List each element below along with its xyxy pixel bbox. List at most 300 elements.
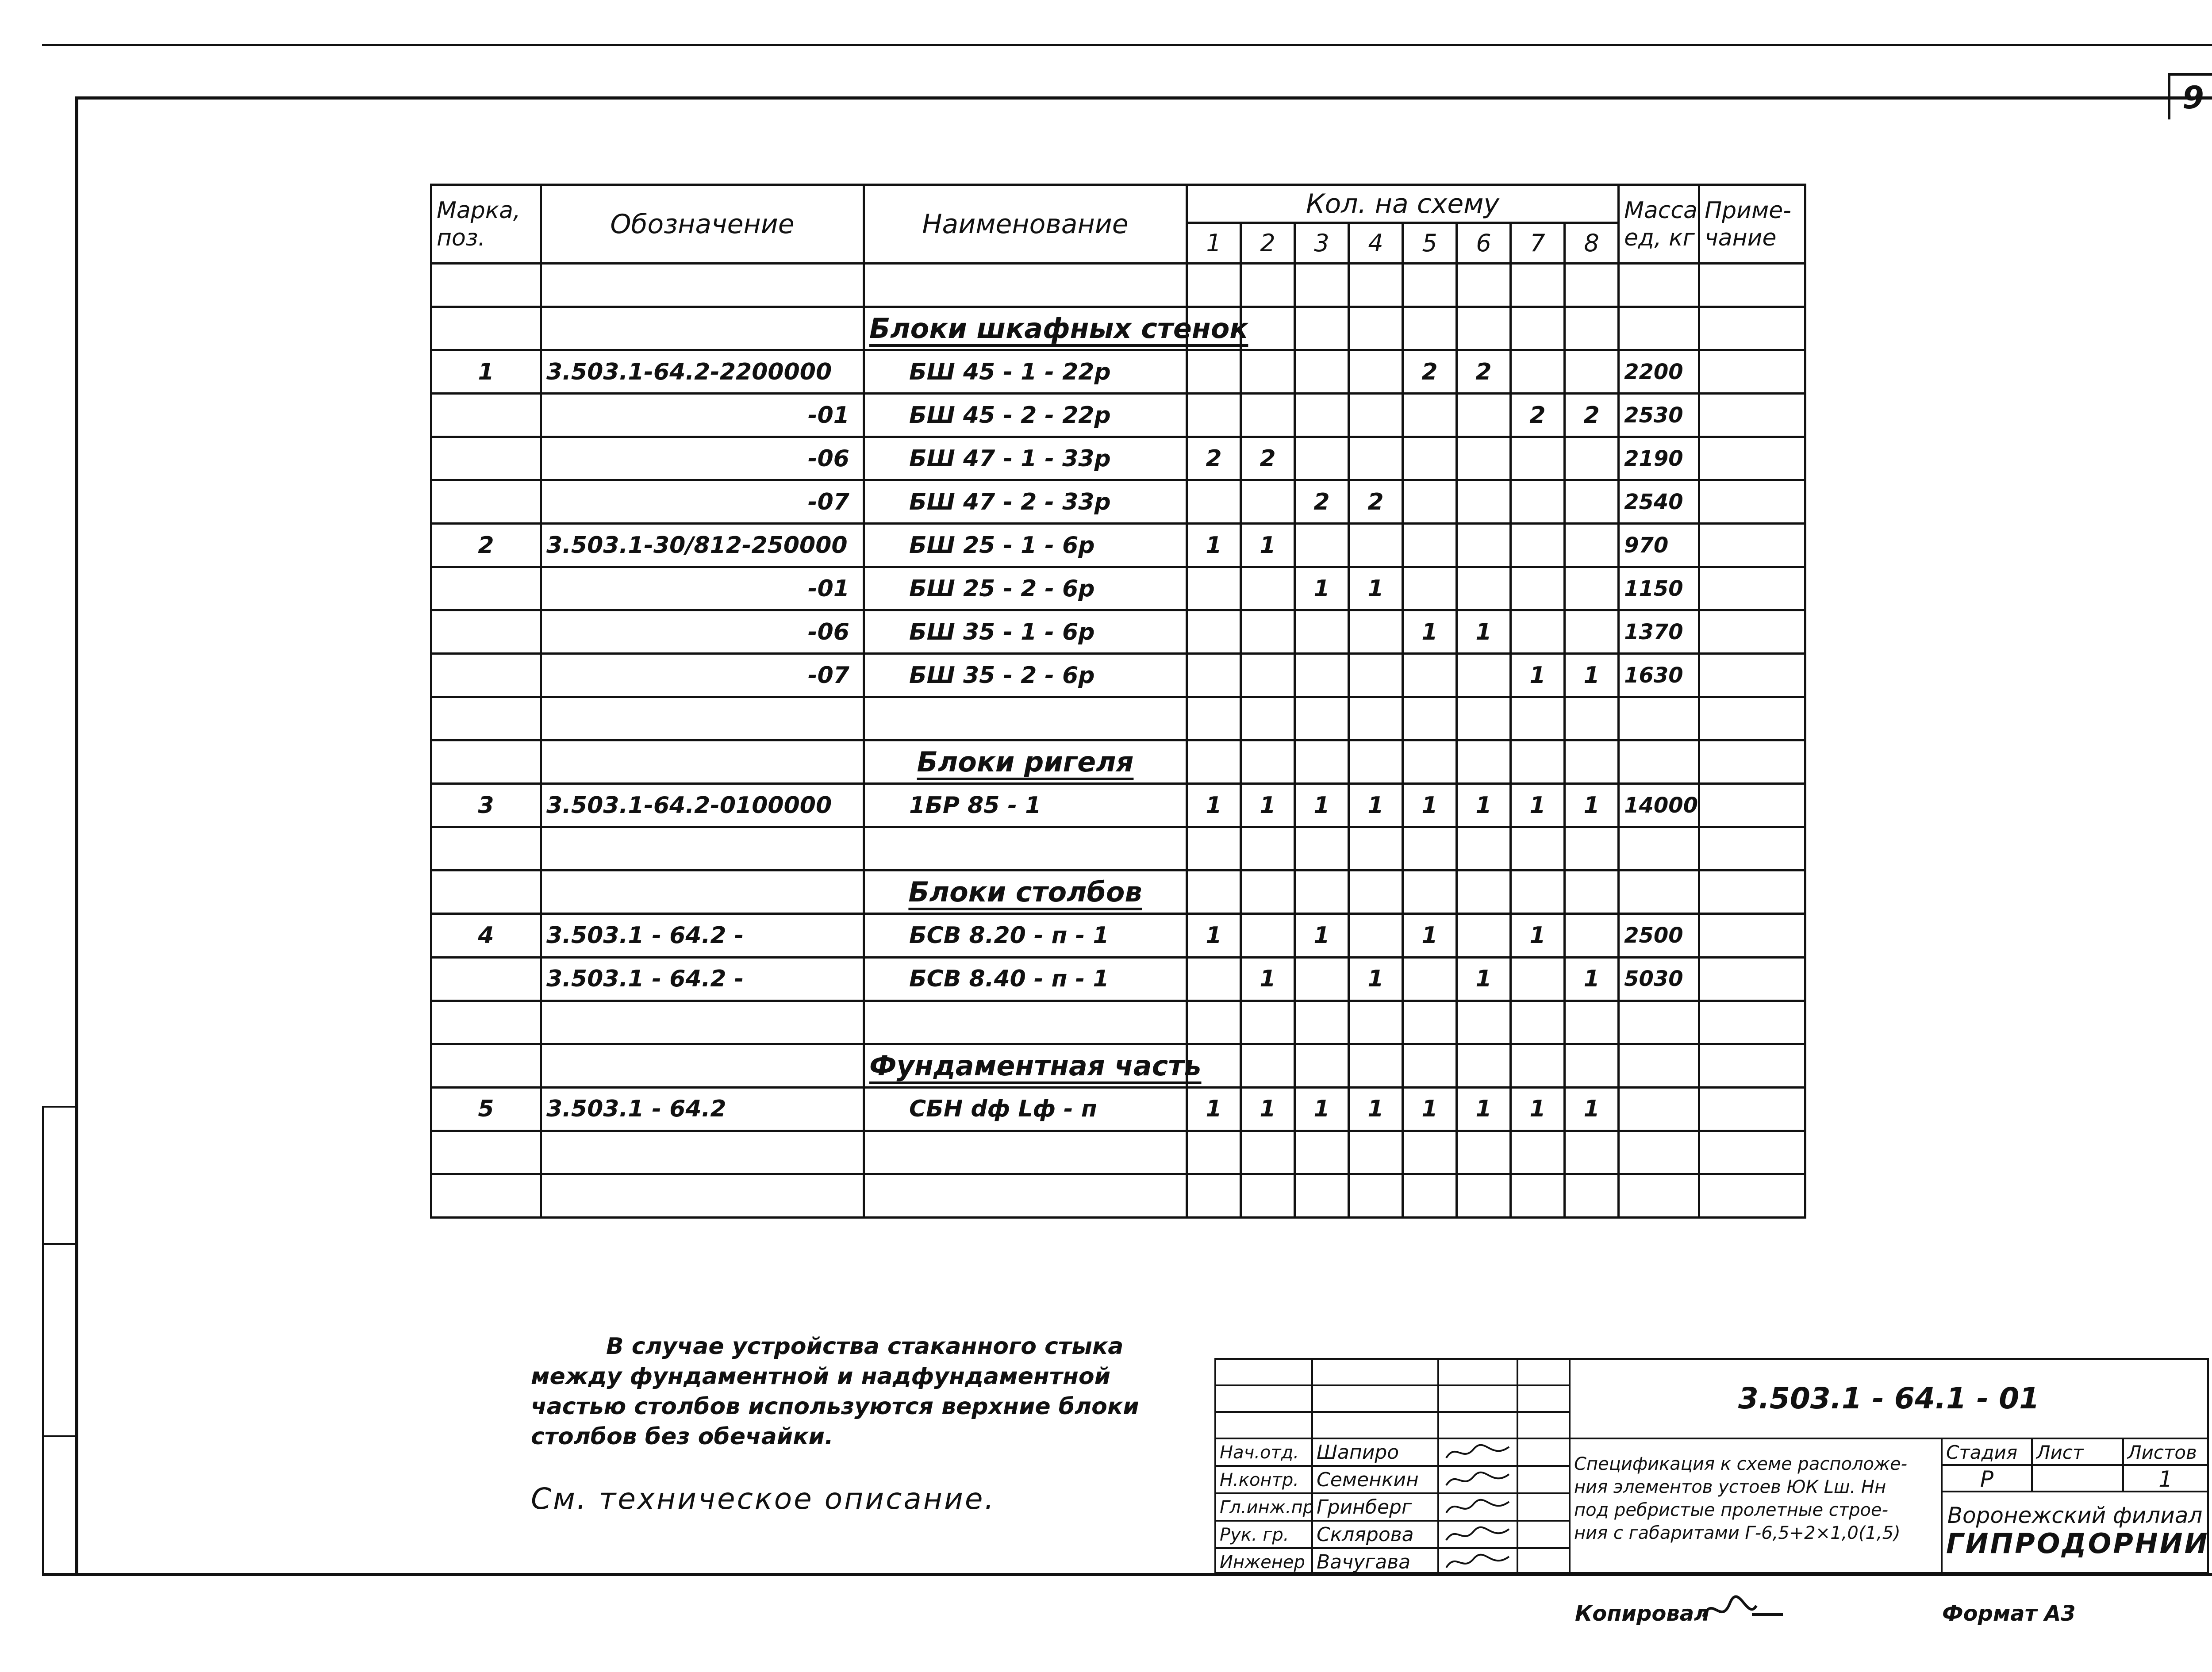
cell-qty: 1 <box>1565 654 1619 697</box>
cell-qty <box>1187 567 1241 610</box>
cell-qty <box>1457 871 1511 914</box>
cell-designation <box>541 740 864 784</box>
cell-qty <box>1565 350 1619 394</box>
cell-name: БШ 45 - 2 - 22р <box>864 394 1187 437</box>
table-row <box>431 350 1805 394</box>
cell-qty: 2 <box>1511 394 1565 437</box>
cell-mark: 2 <box>431 524 541 567</box>
stamp-name: Гринберг <box>1311 1492 1439 1522</box>
cell-name: 1БР 85 - 1 <box>864 784 1187 827</box>
document-title: Спецификация к схеме расположе- ния элементов устоев ЮК Lш. Нн под ребристые пролетные строе- ния с габаритами Г-6,5+2×1,0(1,5) <box>1569 1438 1943 1574</box>
cell-qty <box>1457 654 1511 697</box>
cell-qty <box>1187 654 1241 697</box>
stamp-signature <box>1437 1465 1518 1494</box>
section-row <box>431 307 1805 350</box>
cell-qty <box>1511 1044 1565 1087</box>
cell-empty <box>1699 827 1805 871</box>
cell-empty <box>1511 264 1565 307</box>
cell-empty <box>1699 264 1805 307</box>
cell-qty: 1 <box>1457 784 1511 827</box>
cell-empty <box>1403 827 1457 871</box>
title-block <box>1214 1358 2209 1574</box>
table-row <box>431 1131 1805 1174</box>
cell-qty: 1 <box>1565 1087 1619 1131</box>
sheets-label: Листов <box>2122 1438 2209 1466</box>
stamp-date <box>1517 1520 1571 1549</box>
cell-note <box>1699 480 1805 524</box>
cell-qty: 1 <box>1349 567 1403 610</box>
cell-empty <box>1187 697 1241 740</box>
section-title: Блоки столбов <box>864 871 1187 914</box>
stamp-role: Нач.отд. <box>1214 1438 1313 1467</box>
cell-empty <box>1511 827 1565 871</box>
cell-empty <box>864 697 1187 740</box>
cell-empty <box>1295 827 1349 871</box>
cell-qty <box>1241 871 1295 914</box>
cell-empty <box>431 827 541 871</box>
cell-empty <box>1457 1174 1511 1217</box>
cell-qty <box>1241 914 1295 957</box>
cell-qty <box>1349 524 1403 567</box>
header-designation: Обозначение <box>541 185 864 264</box>
cell-empty <box>1565 827 1619 871</box>
section-title: Блоки ригеля <box>864 740 1187 784</box>
cell-empty <box>1457 1131 1511 1174</box>
cell-name: БСВ 8.20 - п - 1 <box>864 914 1187 957</box>
cell-qty <box>1457 524 1511 567</box>
sheets-value: 1 <box>2122 1464 2209 1492</box>
table-row <box>431 1001 1805 1044</box>
cell-note <box>1699 307 1805 350</box>
cell-qty <box>1187 394 1241 437</box>
cell-empty <box>1403 1001 1457 1044</box>
cell-empty <box>1349 264 1403 307</box>
cell-mass: 2200 <box>1619 350 1699 394</box>
cell-qty: 2 <box>1457 350 1511 394</box>
table-row <box>431 524 1805 567</box>
stamp-role: Гл.инж.пр <box>1214 1492 1313 1522</box>
cell-empty <box>1511 1001 1565 1044</box>
cell-empty <box>1565 1174 1619 1217</box>
cell-empty <box>1565 1131 1619 1174</box>
cell-qty <box>1511 740 1565 784</box>
cell-mark: 4 <box>431 914 541 957</box>
cell-qty <box>1295 524 1349 567</box>
note-line: частью столбов используются верхние блоки <box>531 1393 1139 1420</box>
cell-mark <box>431 871 541 914</box>
header-mass: Масса ед, кг <box>1619 185 1699 264</box>
notes-block <box>531 1331 1150 1452</box>
cell-designation: -07 <box>541 654 864 697</box>
format-label: Формат А3 <box>1942 1601 2076 1626</box>
cell-mass: 1150 <box>1619 567 1699 610</box>
cell-qty <box>1403 524 1457 567</box>
cell-qty <box>1241 610 1295 654</box>
cell-empty <box>1241 1001 1295 1044</box>
cell-empty <box>1403 1131 1457 1174</box>
header-mark: Марка, поз. <box>431 185 541 264</box>
stamp-signature <box>1437 1520 1518 1549</box>
cell-qty <box>1295 437 1349 480</box>
cell-empty <box>1699 1131 1805 1174</box>
cell-note <box>1699 394 1805 437</box>
cell-designation <box>541 307 864 350</box>
cell-qty <box>1187 350 1241 394</box>
table-row <box>431 914 1805 957</box>
cell-qty <box>1565 871 1619 914</box>
cell-qty <box>1349 740 1403 784</box>
cell-qty <box>1241 307 1295 350</box>
cell-mass: 14000 <box>1619 784 1699 827</box>
stamp-role: Рук. гр. <box>1214 1520 1313 1549</box>
cell-mark: 3 <box>431 784 541 827</box>
cell-qty: 2 <box>1565 394 1619 437</box>
cell-qty <box>1403 957 1457 1001</box>
cell-qty: 1 <box>1349 784 1403 827</box>
cell-qty: 1 <box>1403 1087 1457 1131</box>
cell-qty: 1 <box>1349 957 1403 1001</box>
cell-designation: -01 <box>541 567 864 610</box>
cell-mark <box>431 610 541 654</box>
cell-designation: 3.503.1 - 64.2 <box>541 1087 864 1131</box>
cell-empty <box>1349 827 1403 871</box>
stamp-signature <box>1437 1492 1518 1522</box>
cell-qty: 2 <box>1187 437 1241 480</box>
cell-qty <box>1457 480 1511 524</box>
cell-qty <box>1565 480 1619 524</box>
cell-mark <box>431 567 541 610</box>
cell-qty <box>1349 1044 1403 1087</box>
cell-mass: 5030 <box>1619 957 1699 1001</box>
cell-qty <box>1403 871 1457 914</box>
binding-tick-3 <box>42 1435 77 1437</box>
cell-qty: 1 <box>1295 784 1349 827</box>
cell-empty <box>541 827 864 871</box>
cell-qty <box>1565 914 1619 957</box>
cell-qty: 1 <box>1295 914 1349 957</box>
frame-left <box>75 96 78 1576</box>
cell-empty <box>1241 827 1295 871</box>
doc-code: 3.503.1 - 64.1 - 01 <box>1738 1381 2040 1415</box>
cell-qty <box>1403 654 1457 697</box>
stage-label: Стадия <box>1941 1438 2033 1466</box>
cell-empty <box>1295 1001 1349 1044</box>
cell-qty <box>1403 394 1457 437</box>
section-title: Фундаментная часть <box>864 1044 1187 1087</box>
cell-qty <box>1511 871 1565 914</box>
cell-note <box>1699 871 1805 914</box>
cell-empty <box>541 1001 864 1044</box>
cell-qty <box>1295 307 1349 350</box>
cell-qty: 1 <box>1349 1087 1403 1131</box>
cell-qty: 2 <box>1403 350 1457 394</box>
cell-qty <box>1565 567 1619 610</box>
cell-mass <box>1619 740 1699 784</box>
stage-value: Р <box>1941 1464 2033 1492</box>
table-row <box>431 697 1805 740</box>
cell-empty <box>1241 1174 1295 1217</box>
cell-qty <box>1241 567 1295 610</box>
cell-note <box>1699 1087 1805 1131</box>
cell-empty <box>1295 264 1349 307</box>
cell-qty: 1 <box>1187 1087 1241 1131</box>
stamp-date <box>1517 1492 1571 1522</box>
cell-qty: 2 <box>1295 480 1349 524</box>
cell-empty <box>1699 1001 1805 1044</box>
cell-empty <box>864 1001 1187 1044</box>
cell-qty <box>1349 610 1403 654</box>
cell-note <box>1699 437 1805 480</box>
cell-qty <box>1349 914 1403 957</box>
binding-tick-2 <box>42 1243 77 1245</box>
cell-note <box>1699 914 1805 957</box>
cell-empty <box>1403 264 1457 307</box>
cell-qty <box>1295 610 1349 654</box>
cell-empty <box>1295 1174 1349 1217</box>
cell-empty <box>1349 1131 1403 1174</box>
cell-qty <box>1295 1044 1349 1087</box>
cell-designation: 3.503.1-64.2-0100000 <box>541 784 864 827</box>
cell-note <box>1699 610 1805 654</box>
table-row <box>431 437 1805 480</box>
cell-designation: -06 <box>541 610 864 654</box>
cell-qty: 2 <box>1349 480 1403 524</box>
stamp-date <box>1517 1465 1571 1494</box>
cell-qty: 1 <box>1511 914 1565 957</box>
cell-mass: 1630 <box>1619 654 1699 697</box>
cell-empty <box>541 697 864 740</box>
cell-qty <box>1295 654 1349 697</box>
cell-mark <box>431 654 541 697</box>
cell-name: СБН dф Lф - п <box>864 1087 1187 1131</box>
cell-mark <box>431 480 541 524</box>
stamp-date <box>1517 1438 1571 1467</box>
cell-qty: 1 <box>1403 914 1457 957</box>
cell-qty <box>1511 307 1565 350</box>
cell-empty <box>1241 697 1295 740</box>
cell-qty <box>1457 307 1511 350</box>
cell-qty <box>1241 654 1295 697</box>
see-description-note: См. техническое описание. <box>531 1482 996 1516</box>
note-line: между фундаментной и надфундаментной <box>531 1363 1111 1390</box>
cell-name: БШ 25 - 2 - 6р <box>864 567 1187 610</box>
cell-mark <box>431 740 541 784</box>
cell-qty <box>1241 394 1295 437</box>
top-edge-line <box>42 44 2212 46</box>
cell-empty <box>1565 1001 1619 1044</box>
table-row <box>431 610 1805 654</box>
cell-mass: 2530 <box>1619 394 1699 437</box>
sheet-label: Лист <box>2031 1438 2124 1466</box>
header-note: Приме- чание <box>1699 185 1805 264</box>
organization: Воронежский филиал ГИПРОДОРНИИ <box>1941 1491 2209 1574</box>
cell-note <box>1699 654 1805 697</box>
cell-empty <box>864 827 1187 871</box>
cell-qty <box>1187 871 1241 914</box>
cell-empty <box>1511 1131 1565 1174</box>
cell-mass <box>1619 1087 1699 1131</box>
table-row <box>431 1087 1805 1131</box>
cell-qty: 1 <box>1511 1087 1565 1131</box>
cell-note <box>1699 784 1805 827</box>
cell-qty <box>1511 480 1565 524</box>
table-row <box>431 394 1805 437</box>
table-row <box>431 654 1805 697</box>
cell-designation <box>541 871 864 914</box>
cell-qty <box>1457 914 1511 957</box>
cell-qty <box>1295 740 1349 784</box>
header-qty-col: 6 <box>1457 223 1511 264</box>
stamp-name: Семенкин <box>1311 1465 1439 1494</box>
cell-qty: 1 <box>1511 784 1565 827</box>
cell-empty <box>1241 1131 1295 1174</box>
cell-qty <box>1187 957 1241 1001</box>
cell-mark <box>431 394 541 437</box>
cell-qty <box>1403 480 1457 524</box>
cell-qty <box>1187 480 1241 524</box>
cell-mass: 2540 <box>1619 480 1699 524</box>
cell-name: БШ 35 - 1 - 6р <box>864 610 1187 654</box>
cell-designation: 3.503.1-64.2-2200000 <box>541 350 864 394</box>
cell-qty: 1 <box>1241 784 1295 827</box>
cell-note <box>1699 740 1805 784</box>
frame-top <box>75 96 2212 100</box>
stamp-signature <box>1437 1438 1518 1467</box>
cell-qty <box>1511 957 1565 1001</box>
cell-qty <box>1187 740 1241 784</box>
cell-empty <box>1619 1174 1699 1217</box>
cell-note <box>1699 1044 1805 1087</box>
header-qty-col: 8 <box>1565 223 1619 264</box>
cell-qty <box>1349 437 1403 480</box>
table-row <box>431 264 1805 307</box>
cell-qty <box>1349 394 1403 437</box>
cell-empty <box>431 1001 541 1044</box>
cell-qty: 1 <box>1457 957 1511 1001</box>
cell-designation: 3.503.1 - 64.2 - <box>541 914 864 957</box>
cell-empty <box>1457 697 1511 740</box>
header-name: Наименование <box>864 185 1187 264</box>
stamp-role: Инженер <box>1214 1547 1313 1574</box>
cell-name: БШ 25 - 1 - 6р <box>864 524 1187 567</box>
header-qty-col: 5 <box>1403 223 1457 264</box>
cell-qty <box>1565 740 1619 784</box>
cell-empty <box>541 1131 864 1174</box>
cell-qty <box>1187 610 1241 654</box>
copied-signature <box>1699 1590 1787 1630</box>
cell-empty <box>1511 1174 1565 1217</box>
cell-designation <box>541 1044 864 1087</box>
cell-qty <box>1403 307 1457 350</box>
stamp-name: Вачугава <box>1311 1547 1439 1574</box>
note-line: В случае устройства стаканного стыка <box>606 1333 1124 1360</box>
cell-qty <box>1349 307 1403 350</box>
cell-empty <box>1619 1001 1699 1044</box>
binding-strip-left <box>42 1106 44 1576</box>
cell-qty: 1 <box>1457 1087 1511 1131</box>
cell-mark <box>431 1044 541 1087</box>
cell-qty <box>1565 437 1619 480</box>
cell-empty <box>1349 697 1403 740</box>
cell-qty <box>1403 740 1457 784</box>
header-qty-col: 3 <box>1295 223 1349 264</box>
cell-empty <box>541 1174 864 1217</box>
stamp-name: Склярова <box>1311 1520 1439 1549</box>
cell-qty <box>1565 1044 1619 1087</box>
cell-qty <box>1565 524 1619 567</box>
cell-designation: -01 <box>541 394 864 437</box>
cell-note <box>1699 957 1805 1001</box>
cell-qty <box>1457 1044 1511 1087</box>
cell-qty: 1 <box>1403 784 1457 827</box>
header-qty-group: Кол. на схему <box>1187 185 1619 223</box>
section-row <box>431 1044 1805 1087</box>
cell-empty <box>1295 1131 1349 1174</box>
cell-qty <box>1511 567 1565 610</box>
cell-qty: 2 <box>1241 437 1295 480</box>
cell-empty <box>1187 1001 1241 1044</box>
cell-designation: 3.503.1-30/812-250000 <box>541 524 864 567</box>
table-row <box>431 1174 1805 1217</box>
cell-mass <box>1619 871 1699 914</box>
section-title: Блоки шкафных стенок <box>864 307 1187 350</box>
stamp-name: Шапиро <box>1311 1438 1439 1467</box>
note-line: столбов без обечайки. <box>531 1423 833 1450</box>
cell-qty: 1 <box>1187 914 1241 957</box>
section-row <box>431 871 1805 914</box>
cell-empty <box>431 697 541 740</box>
cell-empty <box>1187 264 1241 307</box>
cell-empty <box>1295 697 1349 740</box>
cell-qty: 1 <box>1565 784 1619 827</box>
table-row <box>431 827 1805 871</box>
cell-qty <box>1349 871 1403 914</box>
cell-qty: 1 <box>1457 610 1511 654</box>
cell-qty: 1 <box>1295 1087 1349 1131</box>
cell-qty: 1 <box>1187 784 1241 827</box>
cell-qty <box>1511 610 1565 654</box>
cell-qty <box>1457 740 1511 784</box>
cell-name: БШ 47 - 1 - 33р <box>864 437 1187 480</box>
cell-empty <box>431 1131 541 1174</box>
binding-tick-1 <box>42 1106 77 1108</box>
cell-empty <box>1619 827 1699 871</box>
sheet-number-box <box>2168 73 2212 119</box>
cell-name: БШ 45 - 1 - 22р <box>864 350 1187 394</box>
cell-mark <box>431 307 541 350</box>
cell-qty: 1 <box>1241 957 1295 1001</box>
header-qty-col: 1 <box>1187 223 1241 264</box>
cell-empty <box>1699 1174 1805 1217</box>
cell-name: БШ 47 - 2 - 33р <box>864 480 1187 524</box>
header-qty-col: 7 <box>1511 223 1565 264</box>
cell-mass: 2500 <box>1619 914 1699 957</box>
stamp-date <box>1517 1547 1571 1574</box>
section-row <box>431 740 1805 784</box>
cell-empty <box>1619 264 1699 307</box>
cell-designation: -07 <box>541 480 864 524</box>
cell-empty <box>1457 1001 1511 1044</box>
cell-qty: 1 <box>1511 654 1565 697</box>
cell-qty <box>1403 437 1457 480</box>
sheet-number: 9 <box>2182 79 2204 116</box>
cell-qty <box>1457 567 1511 610</box>
cell-qty <box>1295 957 1349 1001</box>
cell-empty <box>1403 1174 1457 1217</box>
cell-qty <box>1511 437 1565 480</box>
cell-qty: 1 <box>1403 610 1457 654</box>
cell-mark <box>431 957 541 1001</box>
